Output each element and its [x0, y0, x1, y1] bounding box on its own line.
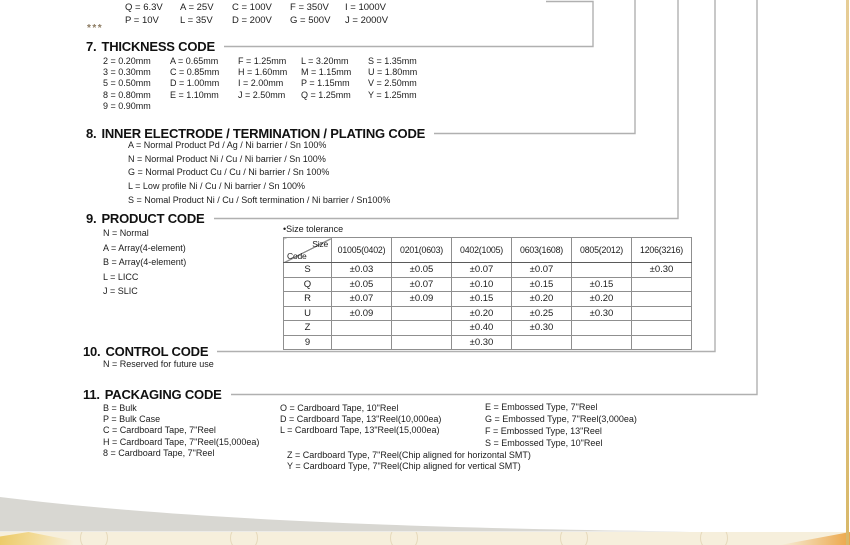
thickness-code-item: D = 1.00mm: [170, 78, 220, 89]
tolerance-cell: ±0.07: [512, 263, 572, 278]
column-header: 01005(0402): [332, 238, 392, 263]
size-tolerance-caption: •Size tolerance: [283, 224, 344, 234]
thickness-code-item: [301, 101, 368, 112]
thickness-code-item: A = 0.65mm: [170, 56, 219, 66]
packaging-code-item: D = Cardboard Tape, 13"Reel(10,000ea): [280, 414, 442, 425]
tolerance-cell: [392, 321, 452, 336]
packaging-code-item: S = Embossed Type, 10"Reel: [485, 437, 603, 448]
thickness-code-item: [238, 101, 301, 112]
section-number: 7.: [86, 38, 97, 54]
pattern-ring: [560, 532, 588, 545]
packaging-code-item: L = Cardboard Tape, 13"Reel(15,000ea): [280, 425, 440, 436]
tolerance-cell: ±0.10: [452, 277, 512, 292]
voltage-code-item: C = 100V: [232, 2, 272, 13]
thickness-code-item: I = 2.00mm: [238, 78, 284, 89]
thickness-code-item: Y = 1.25mm: [368, 89, 417, 100]
thickness-code-item: U = 1.80mm: [368, 67, 418, 78]
size-code-cell: 9: [284, 335, 332, 350]
thickness-code-item: M = 1.15mm: [301, 67, 352, 78]
tolerance-cell: ±0.30: [572, 306, 632, 321]
swoosh-shape: [0, 497, 690, 532]
thickness-code-row: [103, 67, 417, 78]
tolerance-cell: ±0.15: [512, 277, 572, 292]
tolerance-cell: ±0.30: [632, 263, 692, 278]
packaging-code-item: Y = Cardboard Type, 7"Reel(Chip aligned for vertical SMT): [287, 461, 521, 472]
section-number: 8.: [86, 125, 97, 141]
size-code-cell: U: [284, 306, 332, 321]
tolerance-cell: ±0.40: [452, 321, 512, 336]
section-title: PRODUCT CODE: [101, 210, 205, 226]
section-10-heading: [83, 344, 217, 360]
table-row: [284, 306, 692, 321]
plating-code-item: N = Normal Product Ni / Cu / Ni barrier / Sn 100%: [128, 153, 326, 164]
voltage-code-item: F = 350V: [290, 2, 329, 13]
tolerance-cell: [572, 321, 632, 336]
tolerance-cell: [512, 335, 572, 350]
size-tolerance-block: [283, 224, 692, 350]
packaging-code-item: E = Embossed Type, 7"Reel: [485, 402, 598, 412]
tolerance-cell: [392, 335, 452, 350]
plating-code-item: L = Low profile Ni / Cu / Ni barrier / Sn 100%: [128, 181, 305, 192]
column-header: 0805(2012): [572, 238, 632, 263]
tolerance-cell: [632, 292, 692, 307]
voltage-code-item: L = 35V: [180, 15, 213, 26]
size-code-cell: S: [284, 263, 332, 278]
thickness-code-item: E = 1.10mm: [170, 89, 219, 100]
section-7-heading: [86, 39, 224, 55]
tolerance-cell: ±0.05: [392, 263, 452, 278]
tolerance-cell: [392, 306, 452, 321]
control-code-item: N = Reserved for future use: [103, 359, 214, 369]
tolerance-cell: ±0.03: [332, 263, 392, 278]
thickness-code-list: [103, 56, 417, 112]
packaging-code-col1: [103, 403, 259, 459]
table-row: [284, 263, 692, 278]
plating-code-list: [128, 139, 390, 208]
pattern-ring: [700, 532, 728, 545]
plating-code-item: G = Normal Product Cu / Cu / Ni barrier / Sn 100%: [128, 167, 330, 178]
thickness-code-item: H = 1.60mm: [238, 67, 288, 78]
thickness-code-item: [170, 101, 238, 112]
plating-code-item: A = Normal Product Pd / Ag / Ni barrier / Sn 100%: [128, 140, 327, 150]
packaging-code-item: B = Bulk: [103, 403, 137, 413]
plating-code-item: S = Nomal Product Ni / Cu / Soft termination / Ni barrier / Sn100%: [128, 194, 391, 205]
voltage-code-item: P = 10V: [125, 15, 159, 26]
corner-label-code: Code: [287, 251, 307, 261]
thickness-code-row: [103, 90, 417, 101]
voltage-code-row: [125, 14, 388, 27]
tolerance-cell: ±0.09: [332, 306, 392, 321]
tolerance-cell: ±0.25: [512, 306, 572, 321]
tolerance-cell: [632, 306, 692, 321]
section-number: 9.: [86, 210, 97, 226]
packaging-code-item: Z = Cardboard Type, 7"Reel(Chip aligned for horizontal SMT): [287, 450, 531, 460]
voltage-code-item: D = 200V: [232, 15, 272, 26]
product-code-item: L = LICC: [103, 271, 139, 282]
packaging-code-item: 8 = Cardboard Tape, 7"Reel: [103, 447, 215, 458]
thickness-code-item: Q = 1.25mm: [301, 89, 351, 100]
thickness-code-item: P = 1.15mm: [301, 78, 350, 89]
tolerance-cell: [632, 321, 692, 336]
packaging-code-col2-extra: [287, 450, 531, 473]
tolerance-cell: ±0.30: [512, 321, 572, 336]
pattern-ring: [390, 532, 418, 545]
section-title: CONTROL CODE: [105, 343, 209, 359]
section-title: PACKAGING CODE: [104, 386, 222, 402]
thickness-code-item: F = 1.25mm: [238, 56, 287, 66]
voltage-code-row: [125, 1, 388, 14]
thickness-code-item: L = 3.20mm: [301, 56, 349, 66]
thickness-code-row: [103, 101, 417, 112]
tolerance-cell: [572, 335, 632, 350]
packaging-code-item: O = Cardboard Tape, 10"Reel: [280, 403, 399, 413]
packaging-code-item: H = Cardboard Tape, 7"Reel(15,000ea): [103, 436, 260, 447]
section-title: THICKNESS CODE: [101, 38, 215, 54]
thickness-code-item: V = 2.50mm: [368, 78, 417, 89]
page-right-border: [846, 0, 849, 545]
tolerance-cell: ±0.20: [512, 292, 572, 307]
tolerance-cell: [332, 321, 392, 336]
thickness-code-item: 5 = 0.50mm: [103, 78, 151, 89]
product-code-item: J = SLIC: [103, 286, 138, 296]
section-number: 10.: [83, 343, 101, 359]
size-tolerance-table: [283, 237, 692, 350]
tolerance-cell: [632, 335, 692, 350]
packaging-code-item: P = Bulk Case: [103, 414, 161, 425]
tolerance-cell: [332, 335, 392, 350]
tolerance-cell: ±0.15: [572, 277, 632, 292]
section-9-heading: [86, 211, 214, 227]
thickness-code-item: C = 0.85mm: [170, 67, 220, 78]
size-code-cell: Q: [284, 277, 332, 292]
tolerance-cell: ±0.15: [452, 292, 512, 307]
voltage-code-item: J = 2000V: [345, 15, 389, 26]
packaging-code-item: G = Embossed Type, 7"Reel(3,000ea): [485, 413, 637, 424]
packaging-code-col2: [280, 403, 441, 437]
table-row: [284, 335, 692, 350]
column-header: 0201(0603): [392, 238, 452, 263]
size-code-cell: R: [284, 292, 332, 307]
tolerance-cell: ±0.09: [392, 292, 452, 307]
tolerance-cell: [572, 263, 632, 278]
tolerance-cell: ±0.30: [452, 335, 512, 350]
product-code-list: [103, 226, 186, 299]
product-code-item: B = Array(4-element): [103, 257, 187, 267]
packaging-code-item: F = Embossed Type, 13"Reel: [485, 425, 602, 436]
thickness-code-item: J = 2.50mm: [238, 89, 286, 100]
tolerance-cell: ±0.07: [452, 263, 512, 278]
product-code-item: N = Normal: [103, 228, 149, 238]
footnote-stars: ***: [87, 23, 104, 34]
voltage-code-item: A = 25V: [180, 2, 214, 13]
voltage-code-item: Q = 6.3V: [125, 2, 163, 13]
size-code-cell: Z: [284, 321, 332, 336]
pattern-ring: [230, 532, 258, 545]
section-number: 11.: [83, 386, 100, 402]
packaging-code-item: C = Cardboard Tape, 7"Reel: [103, 425, 216, 436]
thickness-code-item: 3 = 0.30mm: [103, 67, 151, 78]
voltage-code-item: I = 1000V: [345, 2, 386, 13]
thickness-code-item: 8 = 0.80mm: [103, 89, 151, 100]
tolerance-cell: ±0.07: [392, 277, 452, 292]
voltage-code-item: G = 500V: [290, 15, 331, 26]
thickness-code-row: [103, 78, 417, 89]
section-11-heading: [83, 387, 231, 403]
thickness-code-item: [368, 101, 417, 112]
corner-cell: [284, 238, 332, 263]
voltage-code-list: [125, 1, 388, 27]
table-row: [284, 277, 692, 292]
product-code-item: A = Array(4-element): [103, 242, 186, 253]
column-header: 1206(3216): [632, 238, 692, 263]
tolerance-cell: [632, 277, 692, 292]
column-header: 0402(1005): [452, 238, 512, 263]
tolerance-cell: ±0.20: [572, 292, 632, 307]
tolerance-cell: ±0.20: [452, 306, 512, 321]
table-row: [284, 321, 692, 336]
thickness-code-item: 9 = 0.90mm: [103, 100, 151, 111]
thickness-code-item: S = 1.35mm: [368, 56, 417, 66]
table-row: [284, 292, 692, 307]
thickness-code-row: [103, 56, 417, 67]
column-header: 0603(1608): [512, 238, 572, 263]
tolerance-cell: ±0.07: [332, 292, 392, 307]
section-title: INNER ELECTRODE / TERMINATION / PLATING CODE: [101, 125, 426, 141]
packaging-code-col3: [485, 402, 637, 450]
corner-label-size: Size: [312, 239, 328, 249]
thickness-code-item: 2 = 0.20mm: [103, 56, 151, 66]
footer-pattern-strip: [0, 532, 850, 545]
table-header-row: [284, 238, 692, 263]
tolerance-cell: ±0.05: [332, 277, 392, 292]
